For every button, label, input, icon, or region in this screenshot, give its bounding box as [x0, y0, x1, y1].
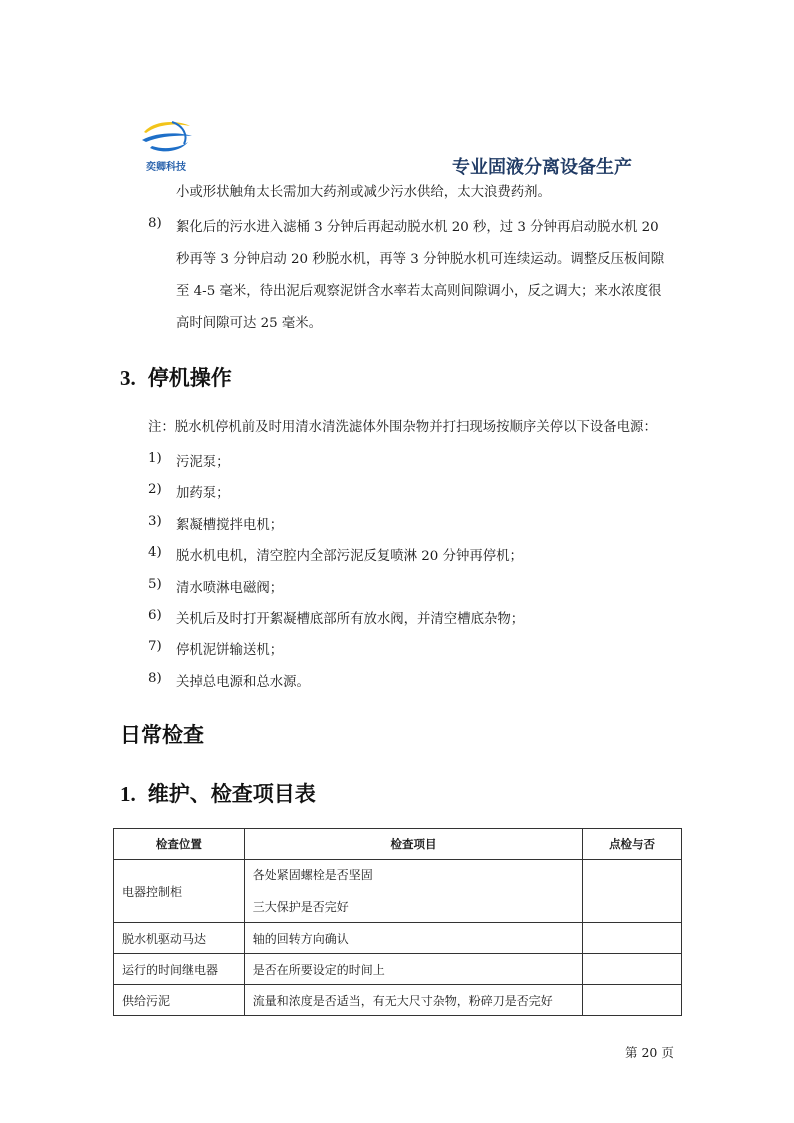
- continuation-text: 小或形状触角太长需加大药剂或减少污水供给，太大浪费药剂。: [176, 185, 551, 200]
- list-item: 关掉总电源和总水源。: [176, 675, 310, 690]
- inspection-table: [113, 828, 682, 1016]
- cell-checked[interactable]: [583, 954, 682, 985]
- list-item-number: 6): [148, 608, 162, 623]
- list-item-number: 5): [148, 577, 162, 592]
- step-8-line: 高时间隙可达 25 毫米。: [176, 316, 323, 331]
- cell-location: 运行的时间继电器: [114, 954, 245, 985]
- step-8-line: 絮化后的污水进入滤桶 3 分钟后再起动脱水机 20 秒，过 3 分钟再启动脱水机 20: [176, 220, 659, 235]
- cell-items: 轴的回转方向确认: [244, 923, 582, 954]
- section-1-number: 1.: [120, 782, 136, 806]
- page-number: 第 20 页: [625, 1045, 674, 1060]
- list-item-number: 3): [148, 514, 162, 529]
- shutdown-note: 注：脱水机停机前及时用清水清洗滤体外围杂物并打扫现场按顺序关停以下设备电源：: [148, 420, 657, 435]
- table-row: [114, 985, 682, 1016]
- header-checked: 点检与否: [583, 829, 682, 860]
- step-8-line: 秒再等 3 分钟启动 20 秒脱水机，再等 3 分钟脱水机可连续运动。调整反压板间隙: [176, 252, 665, 267]
- list-item: 脱水机电机，清空腔内全部污泥反复喷淋 20 分钟再停机；: [176, 549, 523, 564]
- cell-items: 流量和浓度是否适当，有无大尺寸杂物，粉碎刀是否完好: [244, 985, 582, 1016]
- company-logo: [136, 118, 196, 176]
- cell-checked[interactable]: [583, 985, 682, 1016]
- header-items: 检查项目: [244, 829, 582, 860]
- table-header-row: [114, 829, 682, 860]
- list-item-number: 4): [148, 545, 162, 560]
- list-item: 絮凝槽搅拌电机；: [176, 518, 284, 533]
- cell-items: [244, 860, 582, 923]
- logo-text: 奕卿科技: [146, 162, 186, 173]
- list-item: 污泥泵；: [176, 455, 230, 470]
- step-8-number: 8): [148, 216, 162, 231]
- header-slogan: 专业固液分离设备生产: [452, 157, 632, 178]
- cell-checked[interactable]: [583, 860, 682, 923]
- list-item: 关机后及时打开絮凝槽底部所有放水阀，并清空槽底杂物；: [176, 612, 525, 627]
- list-item-number: 7): [148, 639, 162, 654]
- cell-item-line: 各处紧固螺栓是否坚固: [252, 868, 373, 882]
- cell-items: 是否在所要设定的时间上: [244, 954, 582, 985]
- logo-swoosh-icon: [136, 118, 196, 158]
- cell-location: 脱水机驱动马达: [114, 923, 245, 954]
- list-item-number: 8): [148, 671, 162, 686]
- cell-checked[interactable]: [583, 923, 682, 954]
- cell-location: 供给污泥: [114, 985, 245, 1016]
- list-item-number: 1): [148, 451, 162, 466]
- step-8-line: 至 4-5 毫米，待出泥后观察泥饼含水率若太高则间隙调小，反之调大；来水浓度很: [176, 284, 662, 299]
- section-3-title: 停机操作: [147, 366, 232, 390]
- section-1-title: 维护、检查项目表: [147, 782, 316, 806]
- header-location: 检查位置: [114, 829, 245, 860]
- cell-item-line: 三大保护是否完好: [252, 900, 349, 914]
- list-item-number: 2): [148, 482, 162, 497]
- list-item: 加药泵；: [176, 486, 230, 501]
- table-row: [114, 954, 682, 985]
- section-3-number: 3.: [120, 366, 136, 390]
- table-row: [114, 923, 682, 954]
- section-3-heading: [120, 362, 232, 392]
- table-row: [114, 860, 682, 923]
- daily-check-heading: 日常检查: [120, 723, 204, 747]
- list-item: 清水喷淋电磁阀；: [176, 581, 284, 596]
- list-item: 停机泥饼输送机；: [176, 643, 284, 658]
- section-1-heading: [120, 778, 316, 808]
- cell-location: 电器控制柜: [114, 860, 245, 923]
